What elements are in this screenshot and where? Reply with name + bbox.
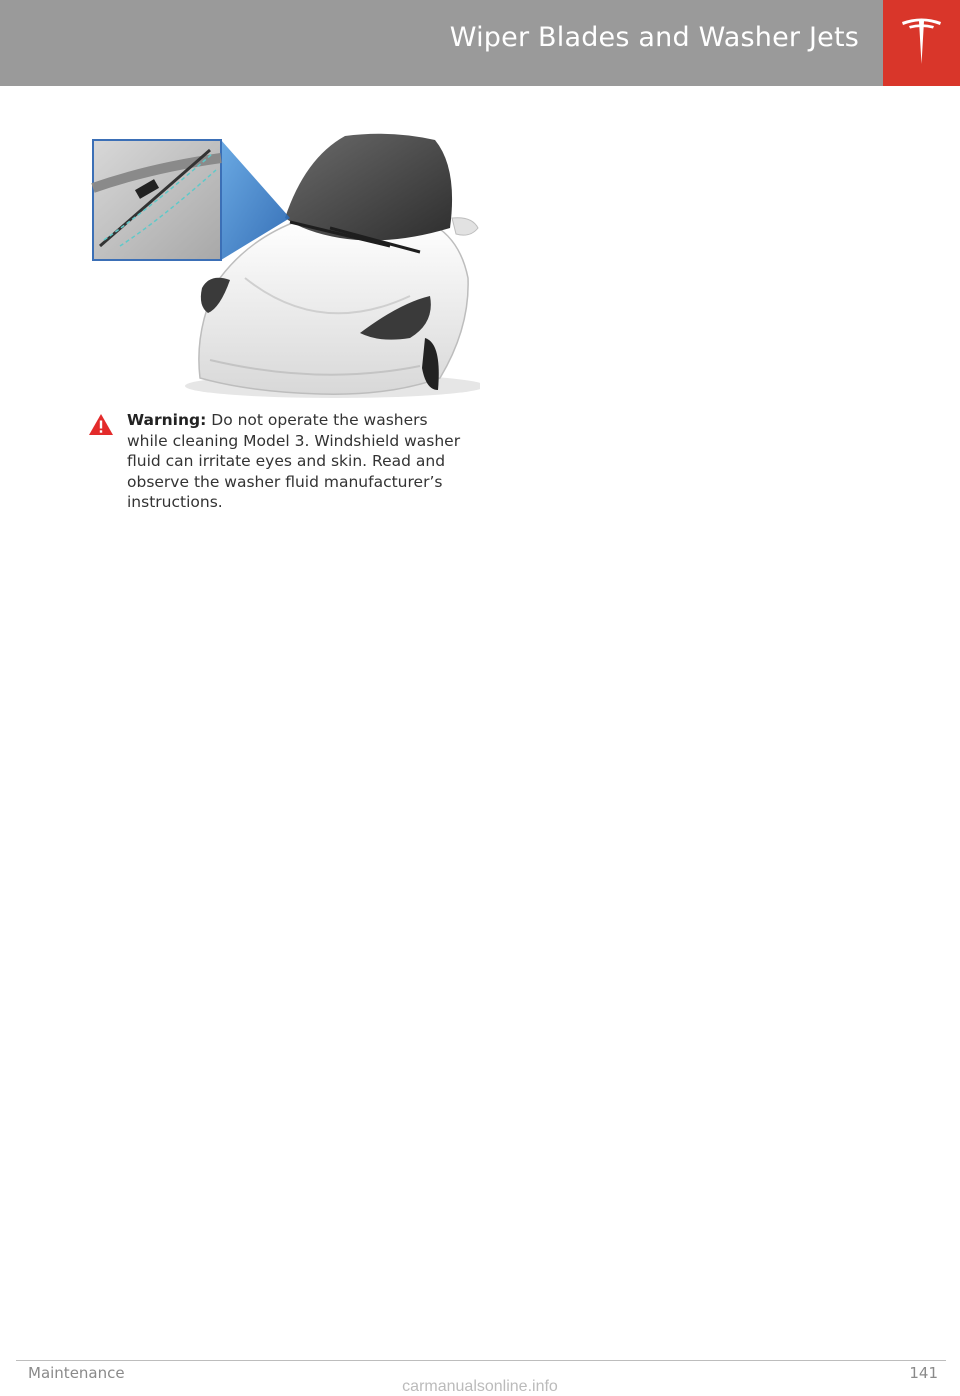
brand-logo (883, 0, 960, 86)
warning-body: Do not operate the washers while cleaning Model 3. Windshield washer fluid can irritate eyes and skin. Read and observe the washer fluid manufacturer’s instructions. (127, 411, 461, 511)
page-title: Wiper Blades and Washer Jets (449, 22, 859, 53)
warning-triangle-icon (88, 413, 114, 436)
footer-section-name: Maintenance (28, 1364, 125, 1382)
footer-divider (16, 1360, 946, 1361)
page-header (0, 0, 883, 86)
page-number: 141 (909, 1364, 938, 1382)
car-windshield-wiper-illustration (90, 128, 480, 398)
watermark: carmanualsonline.info (402, 1378, 558, 1395)
tesla-logo-icon (900, 16, 943, 68)
warning-text (127, 410, 467, 513)
warning-label: Warning: (127, 411, 207, 429)
